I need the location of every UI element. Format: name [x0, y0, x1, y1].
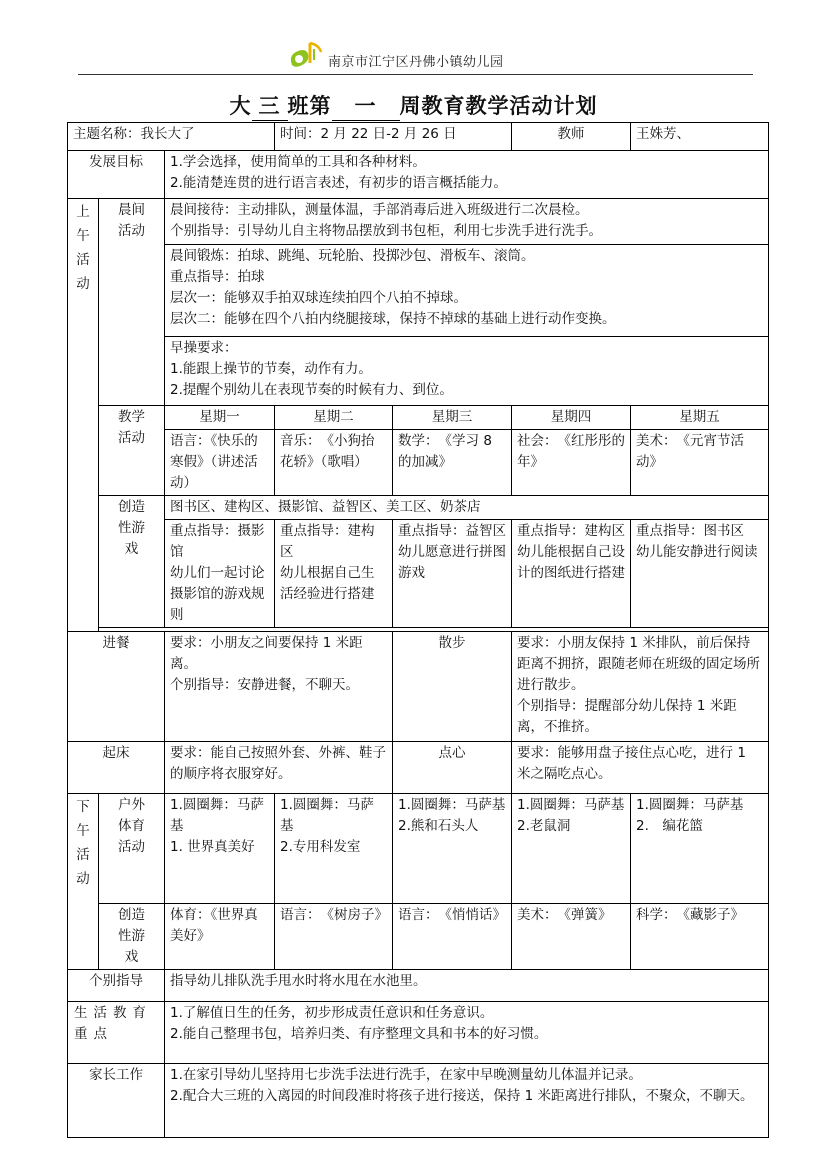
- morning-activity-label: [99, 199, 165, 406]
- parents-line: 1.在家引导幼儿坚持用七步洗手法进行洗手，在家中早晚测量幼儿体温并记录。: [170, 1067, 642, 1083]
- outdoor-line: 1.圆圈舞：马萨基: [170, 797, 264, 834]
- drill-content: [165, 337, 769, 406]
- creative-row: [68, 520, 769, 628]
- parents-line: 2.配合大三班的入离园的时间段准时将孩子进行接送，保持 1 米距离进行排队，不聚众，不聊天。: [170, 1088, 754, 1104]
- meal-line: 要求：小朋友之间要保持 1 米距离。: [170, 635, 363, 672]
- morning-section-text: 上午活动: [76, 204, 90, 292]
- goal-line: 2.能清楚连贯的进行语言表述，有初步的语言概括能力。: [170, 175, 507, 191]
- afternoon-creative-wed: 语言： 《悄悄话》: [393, 904, 512, 970]
- title-mid: 班第: [287, 94, 332, 118]
- life-label-text: 生活教育重点: [74, 1005, 152, 1042]
- goals-label: 发展目标: [68, 151, 165, 199]
- weekday-tue: 星期二: [275, 406, 393, 430]
- walk-content: [512, 632, 769, 742]
- creative-tue: [275, 520, 393, 628]
- outdoor-label-text: 户外体育活动: [118, 797, 145, 855]
- afternoon-creative-thu: 美术： 《弹簧》: [512, 904, 631, 970]
- outdoor-line: 1.圆圈舞：马萨基: [636, 797, 744, 813]
- weekday-wed: 星期三: [393, 406, 512, 430]
- creative-desc: 幼儿根据自己生活经验进行搭建: [280, 565, 375, 602]
- teacher-label: 教师: [512, 123, 631, 151]
- morning-section-label: [68, 199, 99, 632]
- afternoon-creative-mon: 体育：《世界真美好》: [165, 904, 275, 970]
- teaching-row: [68, 430, 769, 496]
- goal-line: 1.学会选择，使用简单的工具和各种材料。: [170, 154, 426, 170]
- teaching-wed: 数学： 《学习 8 的加减》: [393, 430, 512, 496]
- weekday-header-row: [68, 406, 769, 430]
- afternoon-creative-row: [68, 904, 769, 970]
- creative-areas-row: [68, 496, 769, 520]
- creative-areas: 图书区、建构区、摄影馆、益智区、美工区、奶茶店: [165, 496, 769, 520]
- title-suffix: 周教育教学活动计划: [399, 94, 598, 118]
- wake-content: 要求：能自己按照外套、外裤、鞋子的顺序将衣服穿好。: [165, 742, 393, 794]
- title-week-number: 一: [332, 90, 400, 121]
- page-header: [0, 38, 827, 74]
- afternoon-creative-label-text: 创造性游戏: [118, 907, 145, 965]
- time-cell: 时间：2 月 22 日-2 月 26 日: [275, 123, 512, 151]
- exercise-line: 重点指导：拍球: [170, 269, 265, 285]
- creative-focus: 重点指导：建构区: [280, 523, 375, 560]
- header-divider: [78, 74, 753, 75]
- afternoon-creative-fri: 科学： 《藏影子》: [631, 904, 769, 970]
- page-title: [0, 90, 827, 121]
- meal-line: 个别指导：安静进餐，不聊天。: [170, 677, 359, 693]
- reception-line: 个别指导：引导幼儿自主将物品摆放到书包柜，利用七步洗手进行洗手。: [170, 223, 602, 239]
- meal-row: [68, 632, 769, 742]
- exercise-line: 层次二：能够在四个八拍内绕腿接球，保持不掉球的基础上进行动作变换。: [170, 311, 616, 327]
- creative-desc: 幼儿能根据自己设计的图纸进行搭建: [517, 544, 626, 581]
- wake-label: 起床: [68, 742, 165, 794]
- snack-label: 点心: [393, 742, 512, 794]
- outdoor-line: 2.老鼠洞: [517, 818, 571, 834]
- creative-desc: 幼儿愿意进行拼图游戏: [398, 544, 507, 581]
- teacher-name: 王姝芳、: [631, 123, 769, 151]
- exercise-content: [165, 245, 769, 337]
- outdoor-line: 1.圆圈舞：马萨基: [398, 797, 506, 813]
- creative-focus: 重点指导：建构区: [517, 523, 626, 539]
- exercise-line: 层次一：能够双手拍双球连续拍四个八拍不掉球。: [170, 290, 467, 306]
- walk-line: 个别指导：提醒部分幼儿保持 1 米距离，不推挤。: [517, 698, 737, 735]
- individual-content: 指导幼儿排队洗手甩水时将水甩在水池里。: [165, 970, 769, 1002]
- creative-label-text: 创造性游戏: [118, 499, 145, 557]
- school-logo-icon: [286, 40, 326, 70]
- creative-fri: [631, 520, 769, 628]
- parents-row: [68, 1064, 769, 1138]
- teaching-tue: 音乐： 《小狗抬花轿》（歌唱）: [275, 430, 393, 496]
- drill-line: 1.能跟上操节的节奏，动作有力。: [170, 361, 372, 377]
- goals-row: [68, 151, 769, 199]
- outdoor-fri: [631, 794, 769, 904]
- outdoor-label: [99, 794, 165, 904]
- weekday-mon: 星期一: [165, 406, 275, 430]
- afternoon-section-text: 下午活动: [76, 799, 90, 887]
- meal-label: 进餐: [68, 632, 165, 742]
- afternoon-creative-tue: 语言： 《树房子》: [275, 904, 393, 970]
- reception-line: 晨间接待：主动排队，测量体温，手部消毒后进入班级进行二次晨检。: [170, 202, 589, 218]
- life-line: 1.了解值日生的任务，初步形成责任意识和任务意识。: [170, 1005, 494, 1021]
- school-name: 南京市江宁区丹佛小镇幼儿园: [328, 55, 504, 70]
- drill-line: 2.提醒个别幼儿在表现节奏的时候有力、到位。: [170, 382, 453, 398]
- afternoon-creative-label: [99, 904, 165, 970]
- individual-row: [68, 970, 769, 1002]
- outdoor-line: 1. 世界真美好: [170, 839, 255, 855]
- wake-row: [68, 742, 769, 794]
- life-line: 2.能自己整理书包，培养归类、有序整理文具和书本的好习惯。: [170, 1026, 548, 1042]
- weekday-thu: 星期四: [512, 406, 631, 430]
- life-label: [68, 1002, 165, 1064]
- weekly-plan-table: [67, 122, 769, 1138]
- title-prefix: 大: [229, 94, 252, 118]
- exercise-line: 晨间锻炼：拍球、跳绳、玩轮胎、投掷沙包、滑板车、滚筒。: [170, 248, 535, 264]
- outdoor-wed: [393, 794, 512, 904]
- creative-desc: 幼儿能安静进行阅读: [636, 544, 758, 560]
- parents-content: [165, 1064, 769, 1138]
- teaching-thu: 社会： 《红彤彤的年》: [512, 430, 631, 496]
- morning-drill-row: [68, 337, 769, 406]
- info-row: [68, 123, 769, 151]
- morning-activity-text: 晨间活动: [118, 202, 145, 239]
- teaching-label: [99, 406, 165, 496]
- afternoon-section-label: [68, 794, 99, 970]
- meal-content: [165, 632, 393, 742]
- theme-cell: 主题名称：我长大了: [68, 123, 275, 151]
- creative-focus: 重点指导：图书区: [636, 523, 745, 539]
- parents-label: 家长工作: [68, 1064, 165, 1138]
- creative-thu: [512, 520, 631, 628]
- outdoor-line: 2.熊和石头人: [398, 818, 479, 834]
- life-content: [165, 1002, 769, 1064]
- morning-exercise-row: [68, 245, 769, 337]
- outdoor-mon: [165, 794, 275, 904]
- drill-line: 早操要求：: [170, 340, 238, 356]
- reception-content: [165, 199, 769, 245]
- teaching-label-text: 教学活动: [118, 409, 145, 446]
- goals-content: [165, 151, 769, 199]
- outdoor-thu: [512, 794, 631, 904]
- walk-line: 要求：小朋友保持 1 米排队，前后保持距离不拥挤，跟随老师在班级的固定场所进行散步。: [517, 635, 761, 693]
- creative-wed: [393, 520, 512, 628]
- outdoor-line: 2.专用科发室: [280, 839, 361, 855]
- title-class-number: 三: [252, 90, 288, 121]
- outdoor-line: 1.圆圈舞：马萨基: [517, 797, 625, 813]
- snack-content: 要求：能够用盘子接住点心吃，进行 1 米之隔吃点心。: [512, 742, 769, 794]
- teaching-mon: 语言：《快乐的寒假》（讲述活动）: [165, 430, 275, 496]
- morning-reception-row: [68, 199, 769, 245]
- walk-label: 散步: [393, 632, 512, 742]
- creative-desc: 幼儿们一起讨论摄影馆的游戏规则: [170, 565, 265, 623]
- teaching-fri: 美术： 《元宵节活动》: [631, 430, 769, 496]
- outdoor-line: 2. 编花篮: [636, 818, 703, 834]
- outdoor-tue: [275, 794, 393, 904]
- creative-mon: [165, 520, 275, 628]
- creative-label: [99, 496, 165, 628]
- creative-focus: 重点指导：摄影馆: [170, 523, 265, 560]
- creative-focus: 重点指导：益智区: [398, 523, 507, 539]
- outdoor-line: 1.圆圈舞：马萨基: [280, 797, 374, 834]
- weekday-fri: 星期五: [631, 406, 769, 430]
- life-row: [68, 1002, 769, 1064]
- individual-label: 个别指导: [68, 970, 165, 1002]
- outdoor-row: [68, 794, 769, 904]
